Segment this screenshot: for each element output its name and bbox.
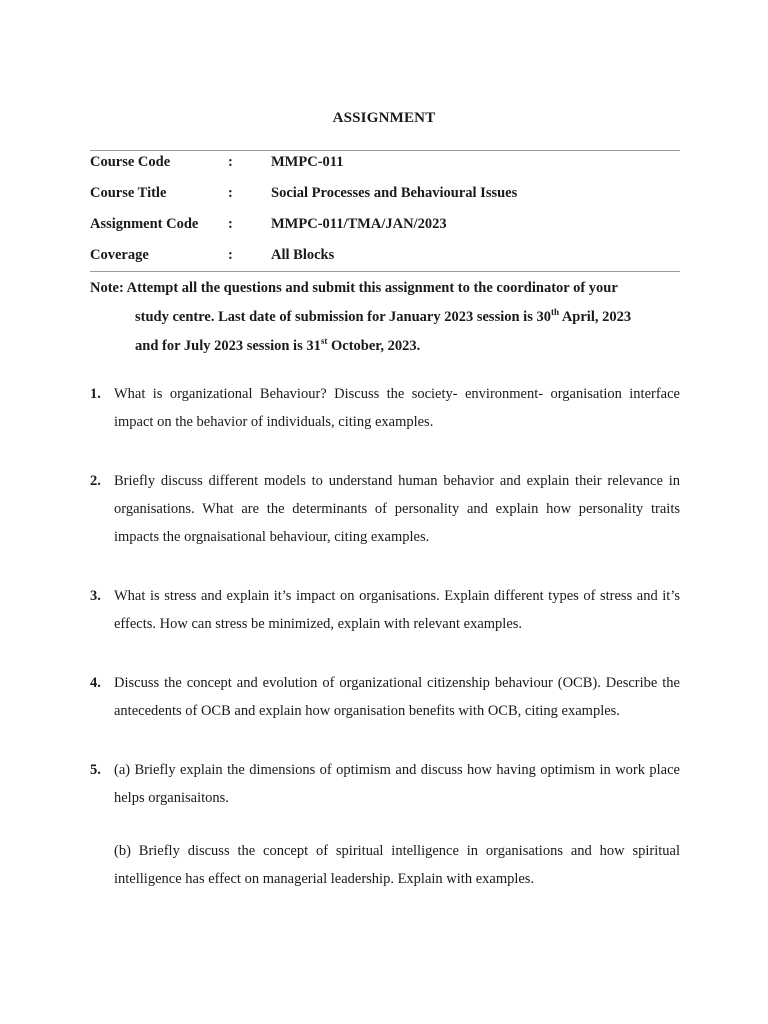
info-colon: : bbox=[228, 247, 233, 263]
info-value: MMPC-011/TMA/JAN/2023 bbox=[271, 216, 447, 232]
note-superscript: th bbox=[550, 307, 559, 318]
question-2 bbox=[90, 467, 680, 551]
note-text: April, 2023 bbox=[559, 309, 632, 325]
question-body bbox=[114, 467, 680, 551]
note-line-1: Note: Attempt all the questions and submit this assignment to the coordinator of your bbox=[90, 280, 618, 296]
note-text: October, 2023. bbox=[327, 338, 421, 354]
note-text: and for July 2023 session is 31 bbox=[135, 338, 321, 354]
assignment-code-row bbox=[90, 209, 680, 240]
question-text-part-a: (a) Briefly explain the dimensions of optimism and discuss how having optimism in work place helps organisaitons. bbox=[114, 762, 680, 806]
question-text: Discuss the concept and evolution of organizational citizenship behaviour (OCB). Describe the antecedents of OCB and explain how organisation benefits with OCB, citing examples. bbox=[114, 675, 680, 719]
question-number: 1. bbox=[90, 386, 101, 402]
question-text: Briefly discuss different models to understand human behavior and explain their relevance in organisations. What are the determinants of personality and explain how personality traits impacts the orgnaisational behaviour, citing examples. bbox=[114, 473, 680, 545]
course-code-row bbox=[90, 147, 680, 178]
question-number: 4. bbox=[90, 675, 101, 691]
question-text: What is stress and explain it’s impact on organisations. Explain different types of stress and it’s effects. How can stress be minimized, explain with relevant examples. bbox=[114, 588, 680, 632]
info-colon: : bbox=[228, 216, 233, 232]
info-value: MMPC-011 bbox=[271, 154, 344, 170]
info-label: Coverage bbox=[90, 247, 149, 263]
question-5 bbox=[90, 756, 680, 893]
note-text: study centre. Last date of submission for January 2023 session is 30 bbox=[135, 309, 551, 325]
question-number: 3. bbox=[90, 588, 101, 604]
info-label: Course Title bbox=[90, 185, 167, 201]
question-number: 2. bbox=[90, 473, 101, 489]
info-colon: : bbox=[228, 154, 233, 170]
coverage-row bbox=[90, 240, 680, 271]
note-line-2 bbox=[90, 303, 680, 332]
info-value: All Blocks bbox=[271, 247, 335, 263]
question-body bbox=[114, 669, 680, 725]
course-title-row bbox=[90, 178, 680, 209]
question-body bbox=[114, 582, 680, 638]
question-body bbox=[114, 756, 680, 893]
question-list bbox=[90, 380, 680, 924]
question-4 bbox=[90, 669, 680, 725]
note-line-3 bbox=[90, 332, 680, 361]
submission-note bbox=[90, 274, 680, 361]
course-info-table bbox=[90, 150, 680, 272]
question-1 bbox=[90, 380, 680, 436]
info-colon: : bbox=[228, 185, 233, 201]
info-label: Assignment Code bbox=[90, 216, 199, 232]
question-body bbox=[114, 380, 680, 436]
question-number: 5. bbox=[90, 762, 101, 778]
question-text-part-b: (b) Briefly discuss the concept of spiritual intelligence in organisations and how spiritual intelligence has effect on managerial leadership. Explain with examples. bbox=[114, 843, 680, 887]
note-superscript: st bbox=[320, 336, 328, 347]
info-label: Course Code bbox=[90, 154, 171, 170]
info-value: Social Processes and Behavioural Issues bbox=[271, 185, 518, 201]
page-title: ASSIGNMENT bbox=[332, 110, 436, 126]
question-text: What is organizational Behaviour? Discuss the society- environment- organisation interface impact on the behavior of individuals, citing examples. bbox=[114, 386, 680, 430]
question-3 bbox=[90, 582, 680, 638]
